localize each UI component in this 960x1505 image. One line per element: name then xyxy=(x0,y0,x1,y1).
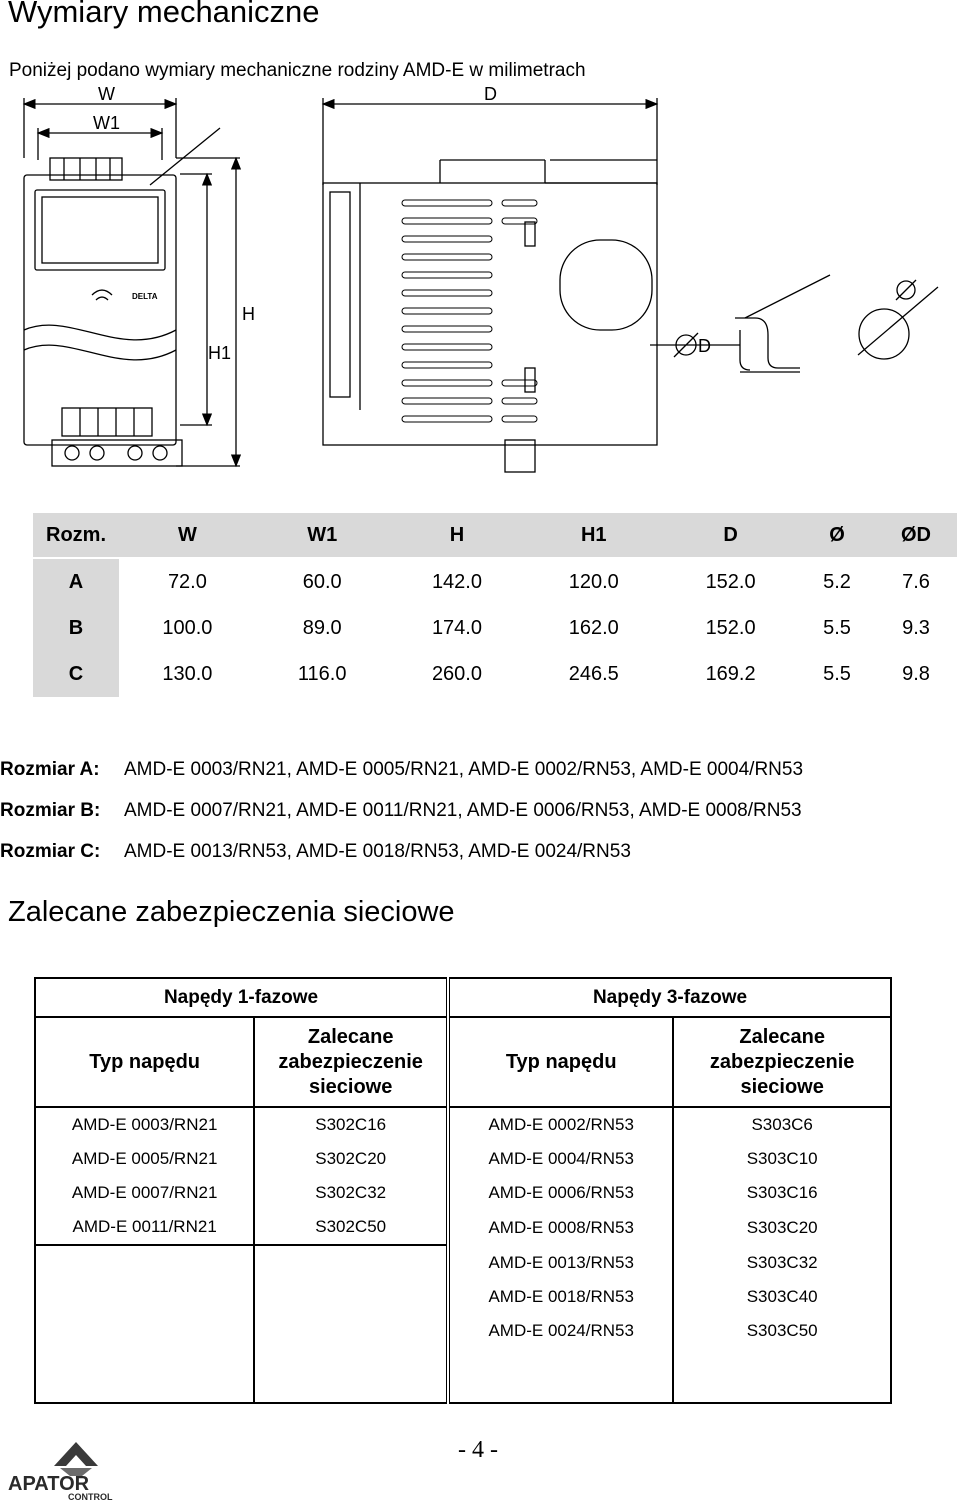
table-row xyxy=(35,1280,891,1314)
table-cell: 60.0 xyxy=(256,558,389,605)
mechanical-drawing xyxy=(0,0,960,480)
table-cell: 142.0 xyxy=(389,558,526,605)
table-cell: S303C20 xyxy=(673,1210,891,1245)
size-key: Rozmiar A: xyxy=(0,759,100,780)
label-W: W xyxy=(98,84,115,104)
table-cell: AMD-E 0005/RN21 xyxy=(35,1142,254,1176)
table-cell: AMD-E 0004/RN53 xyxy=(448,1142,673,1176)
table-cell: AMD-E 0013/RN53 xyxy=(448,1245,673,1280)
logo-sub: CONTROL xyxy=(68,1492,113,1500)
col-header: Typ napędu xyxy=(35,1017,254,1107)
table-row xyxy=(35,1142,891,1176)
table-cell: 152.0 xyxy=(662,605,799,651)
col-header: ØD xyxy=(875,513,957,558)
table-cell: C xyxy=(33,651,119,697)
table-row xyxy=(35,1245,891,1280)
table-cell xyxy=(35,1348,254,1403)
table-cell: 9.3 xyxy=(875,605,957,651)
table-cell: 5.5 xyxy=(799,651,875,697)
table-row xyxy=(33,605,957,651)
table-cell: 7.6 xyxy=(875,558,957,605)
dimension-table xyxy=(33,513,957,697)
table-cell: S303C50 xyxy=(673,1314,891,1348)
table-cell: AMD-E 0006/RN53 xyxy=(448,1176,673,1210)
page-title: Wymiary mechaniczne xyxy=(8,0,320,29)
table-cell: 130.0 xyxy=(119,651,256,697)
column-header-row xyxy=(35,1017,891,1107)
col-header: H xyxy=(389,513,526,558)
group-single-phase: Napędy 1-fazowe xyxy=(35,978,448,1017)
label-phi-D: D xyxy=(698,336,711,356)
table-cell xyxy=(254,1348,448,1403)
apator-logo xyxy=(6,1440,146,1500)
protection-table xyxy=(34,977,892,1404)
label-D: D xyxy=(484,84,497,104)
table-cell xyxy=(254,1314,448,1348)
label-H1: H1 xyxy=(208,343,232,363)
table-cell: S302C16 xyxy=(254,1107,448,1142)
table-cell: S303C40 xyxy=(673,1280,891,1314)
dimension-table-header xyxy=(33,513,957,558)
table-row xyxy=(35,1314,891,1348)
table-cell: 246.5 xyxy=(525,651,662,697)
table-row xyxy=(35,1107,891,1142)
col-header: Typ napędu xyxy=(448,1017,673,1107)
table-cell xyxy=(35,1314,254,1348)
brand-label: DELTA xyxy=(132,292,158,301)
table-cell: S303C16 xyxy=(673,1176,891,1210)
size-value: AMD-E 0007/RN21, AMD-E 0011/RN21, AMD-E 0006/RN53, AMD-E 0008/RN53 xyxy=(124,800,802,821)
table-cell: S303C32 xyxy=(673,1245,891,1280)
table-row xyxy=(35,1348,891,1403)
table-cell: 89.0 xyxy=(256,605,389,651)
label-H: H xyxy=(242,304,255,324)
table-cell: AMD-E 0024/RN53 xyxy=(448,1314,673,1348)
table-cell: AMD-E 0007/RN21 xyxy=(35,1176,254,1210)
table-cell: 116.0 xyxy=(256,651,389,697)
table-cell: S302C32 xyxy=(254,1176,448,1210)
col-header: W1 xyxy=(256,513,389,558)
table-cell: 152.0 xyxy=(662,558,799,605)
list-item xyxy=(0,831,803,872)
col-header: Rozm. xyxy=(33,513,119,558)
table-cell: AMD-E 0002/RN53 xyxy=(448,1107,673,1142)
list-item xyxy=(0,790,803,831)
table-cell: 174.0 xyxy=(389,605,526,651)
table-cell: 100.0 xyxy=(119,605,256,651)
logo-name: APATOR xyxy=(8,1473,90,1495)
intro-text: Poniżej podano wymiary mechaniczne rodziny AMD-E w milimetrach xyxy=(9,60,586,81)
table-cell: 9.8 xyxy=(875,651,957,697)
table-cell xyxy=(448,1348,673,1403)
table-cell xyxy=(254,1280,448,1314)
table-row xyxy=(33,651,957,697)
table-cell: B xyxy=(33,605,119,651)
section-title: Zalecane zabezpieczenia sieciowe xyxy=(8,896,455,928)
table-cell: AMD-E 0011/RN21 xyxy=(35,1210,254,1245)
size-list xyxy=(0,749,803,872)
col-header: Zalecane zabezpieczenie sieciowe xyxy=(673,1017,891,1107)
table-cell: 162.0 xyxy=(525,605,662,651)
group-header-row xyxy=(35,978,891,1017)
table-cell: A xyxy=(33,558,119,605)
col-header: D xyxy=(662,513,799,558)
table-cell: S303C6 xyxy=(673,1107,891,1142)
table-cell xyxy=(35,1280,254,1314)
table-cell: 5.5 xyxy=(799,605,875,651)
table-cell: 5.2 xyxy=(799,558,875,605)
page-number: - 4 - xyxy=(458,1437,498,1463)
table-row xyxy=(35,1176,891,1210)
list-item xyxy=(0,749,803,790)
table-row xyxy=(33,558,957,605)
col-header: W xyxy=(119,513,256,558)
table-cell: S303C10 xyxy=(673,1142,891,1176)
group-three-phase: Napędy 3-fazowe xyxy=(448,978,891,1017)
label-W1: W1 xyxy=(93,113,120,133)
col-header: H1 xyxy=(525,513,662,558)
table-cell xyxy=(673,1348,891,1403)
table-cell xyxy=(35,1245,254,1280)
table-cell: S302C50 xyxy=(254,1210,448,1245)
size-key: Rozmiar B: xyxy=(0,800,101,821)
col-header: Ø xyxy=(799,513,875,558)
table-cell: AMD-E 0008/RN53 xyxy=(448,1210,673,1245)
table-cell: 72.0 xyxy=(119,558,256,605)
size-value: AMD-E 0003/RN21, AMD-E 0005/RN21, AMD-E 0002/RN53, AMD-E 0004/RN53 xyxy=(124,759,804,780)
table-cell: 120.0 xyxy=(525,558,662,605)
table-cell: 169.2 xyxy=(662,651,799,697)
table-row xyxy=(35,1210,891,1245)
size-key: Rozmiar C: xyxy=(0,841,101,862)
size-value: AMD-E 0013/RN53, AMD-E 0018/RN53, AMD-E 0024/RN53 xyxy=(124,841,631,862)
table-cell: AMD-E 0003/RN21 xyxy=(35,1107,254,1142)
table-cell: AMD-E 0018/RN53 xyxy=(448,1280,673,1314)
table-cell: S302C20 xyxy=(254,1142,448,1176)
table-cell: 260.0 xyxy=(389,651,526,697)
table-cell xyxy=(254,1245,448,1280)
col-header: Zalecane zabezpieczenie sieciowe xyxy=(254,1017,448,1107)
